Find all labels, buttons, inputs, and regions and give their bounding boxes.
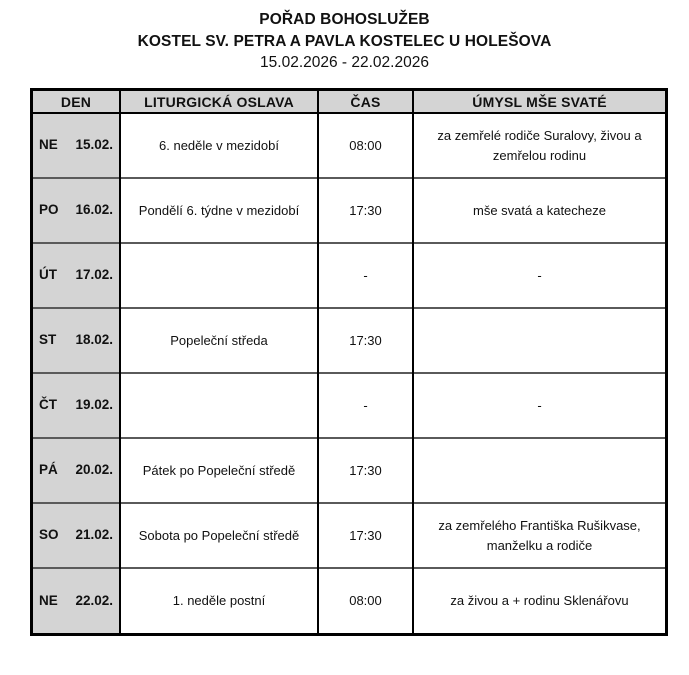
day-abbr: PÁ (39, 462, 58, 478)
day-abbr: PO (39, 202, 59, 218)
page-title: POŘAD BOHOSLUŽEB (259, 11, 430, 28)
celebration-cell: 1. neděle postní (120, 568, 318, 633)
day-cell (33, 113, 120, 178)
day-cell (33, 503, 120, 568)
time-cell: - (318, 373, 413, 438)
table-row (33, 503, 665, 568)
intention-cell (413, 438, 665, 503)
time-cell: 17:30 (318, 178, 413, 243)
intention-cell: - (413, 243, 665, 308)
celebration-cell (120, 373, 318, 438)
table-row (33, 308, 665, 373)
day-date: 20.02. (75, 462, 113, 478)
day-date: 16.02. (75, 202, 113, 218)
table-row (33, 243, 665, 308)
schedule-body (33, 113, 665, 633)
day-abbr: NE (39, 137, 58, 153)
table-row (33, 438, 665, 503)
day-abbr: ČT (39, 397, 57, 413)
day-date: 22.02. (75, 592, 113, 608)
day-cell (33, 568, 120, 633)
celebration-cell: Pátek po Popeleční středě (120, 438, 318, 503)
day-date: 21.02. (75, 527, 113, 543)
table-header-row (33, 91, 665, 113)
table-row (33, 373, 665, 438)
day-cell (33, 243, 120, 308)
day-abbr: ÚT (39, 267, 57, 283)
column-header-celebration: LITURGICKÁ OSLAVA (120, 91, 318, 113)
schedule-table (30, 88, 668, 636)
celebration-cell: 6. neděle v mezidobí (120, 113, 318, 178)
day-date: 19.02. (75, 397, 113, 413)
time-cell: 08:00 (318, 113, 413, 178)
table-row (33, 113, 665, 178)
intention-cell: mše svatá a katecheze (413, 178, 665, 243)
day-date: 17.02. (75, 267, 113, 283)
day-date: 15.02. (75, 137, 113, 153)
intention-cell: za zemřelého Františka Rušikvase, manželku a rodiče (413, 503, 665, 568)
day-date: 18.02. (75, 332, 113, 348)
celebration-cell: Popeleční středa (120, 308, 318, 373)
celebration-cell: Sobota po Popeleční středě (120, 503, 318, 568)
time-cell: - (318, 243, 413, 308)
time-cell: 17:30 (318, 503, 413, 568)
day-abbr: NE (39, 592, 58, 608)
celebration-cell (120, 243, 318, 308)
day-cell (33, 178, 120, 243)
celebration-cell: Pondělí 6. týdne v mezidobí (120, 178, 318, 243)
intention-cell (413, 308, 665, 373)
intention-cell: za živou a + rodinu Sklenářovu (413, 568, 665, 633)
document-header (0, 0, 689, 74)
date-range: 15.02.2026 - 22.02.2026 (260, 54, 429, 71)
intention-cell: za zemřelé rodiče Suralovy, živou a zemřelou rodinu (413, 113, 665, 178)
table-row (33, 178, 665, 243)
column-header-day: DEN (33, 91, 120, 113)
time-cell: 17:30 (318, 438, 413, 503)
time-cell: 17:30 (318, 308, 413, 373)
column-header-intention: ÚMYSL MŠE SVATÉ (413, 91, 665, 113)
column-header-time: ČAS (318, 91, 413, 113)
intention-cell: - (413, 373, 665, 438)
day-abbr: ST (39, 332, 57, 348)
day-abbr: SO (39, 527, 59, 543)
page-subtitle: KOSTEL SV. PETRA A PAVLA KOSTELEC U HOLEŠOVA (137, 32, 552, 50)
day-cell (33, 308, 120, 373)
time-cell: 08:00 (318, 568, 413, 633)
day-cell (33, 373, 120, 438)
table-row (33, 568, 665, 633)
day-cell (33, 438, 120, 503)
